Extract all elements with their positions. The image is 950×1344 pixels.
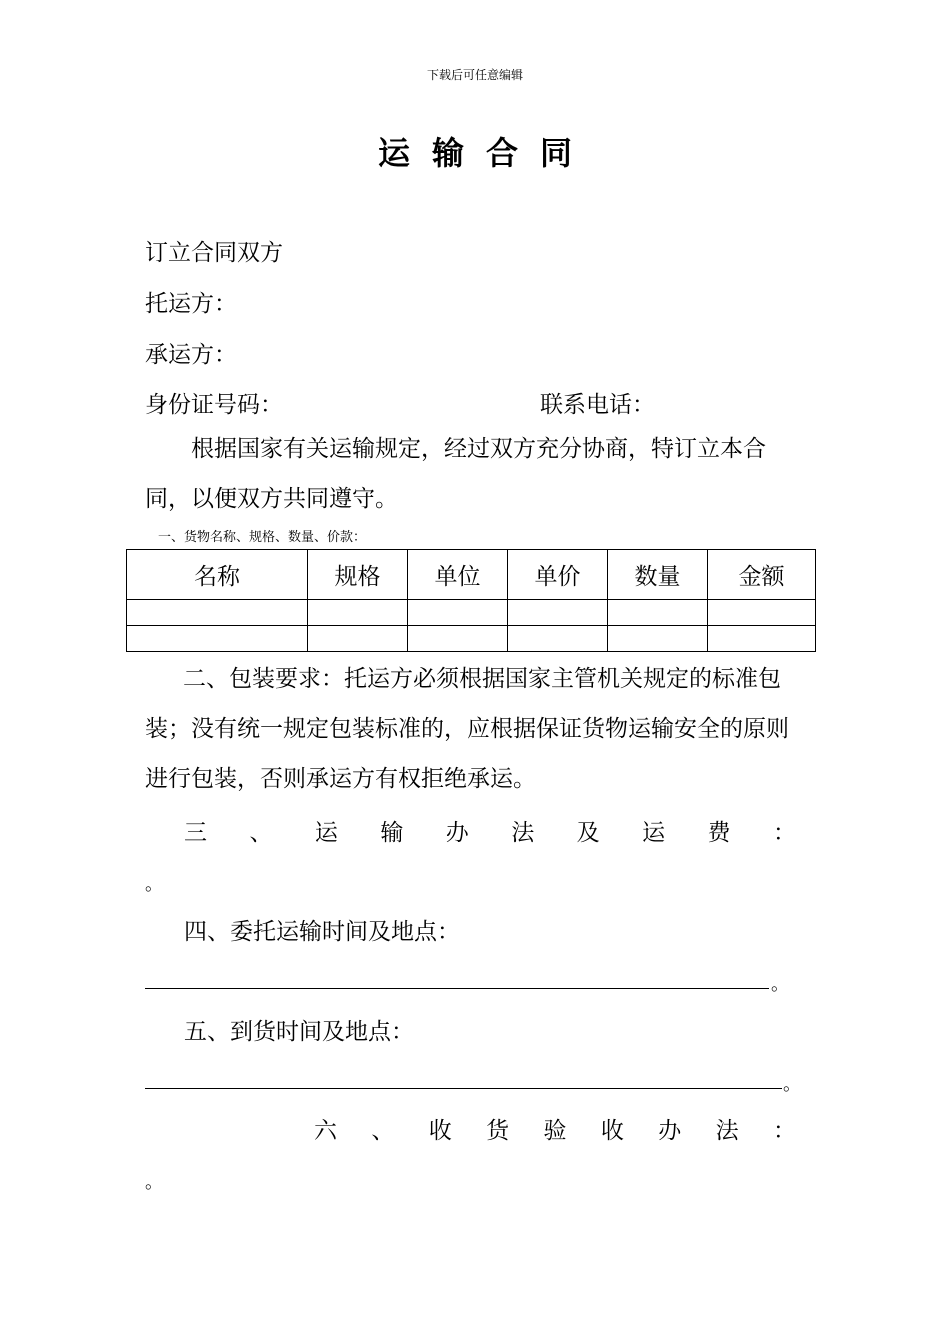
clause-token: 法 bbox=[715, 1118, 739, 1144]
clause-token: 办 bbox=[445, 820, 469, 846]
carrier-label: 承运方： bbox=[145, 342, 237, 368]
clause-token: 输 bbox=[380, 820, 404, 846]
clause-token: 费 bbox=[707, 820, 731, 846]
clause-token: 货 bbox=[486, 1118, 510, 1144]
table-caption: 一、货物名称、规格、数量、价款： bbox=[158, 530, 367, 545]
header-name: 名称 bbox=[127, 550, 308, 600]
header-note: 下载后可任意编辑 bbox=[426, 68, 523, 82]
header-unit: 单位 bbox=[408, 550, 508, 600]
clause-token: ： bbox=[772, 820, 796, 846]
table-cell[interactable] bbox=[127, 626, 308, 652]
table-cell[interactable] bbox=[508, 600, 608, 626]
clause-token: 及 bbox=[576, 820, 600, 846]
table-row bbox=[127, 600, 816, 626]
clause-token: 办 bbox=[658, 1118, 682, 1144]
id-number-label: 身份证号码： bbox=[145, 392, 283, 418]
clause-consign-time-place: 四、委托运输时间及地点： bbox=[184, 919, 460, 945]
table-cell[interactable] bbox=[308, 600, 408, 626]
header-amount: 金额 bbox=[708, 550, 816, 600]
clause-token: 六 bbox=[314, 1118, 337, 1144]
clause-consign-end: 。 bbox=[771, 974, 789, 995]
clause-acceptance-method bbox=[314, 1112, 796, 1145]
table-cell[interactable] bbox=[408, 626, 508, 652]
table-cell[interactable] bbox=[608, 600, 708, 626]
clause-arrival-end: 。 bbox=[783, 1074, 801, 1095]
table-cell[interactable] bbox=[127, 600, 308, 626]
clause-token: 法 bbox=[511, 820, 535, 846]
clause-arrival-time-place: 五、到货时间及地点： bbox=[184, 1019, 414, 1045]
clause-acceptance-end: 。 bbox=[145, 1172, 163, 1193]
header-spec: 规格 bbox=[308, 550, 408, 600]
table-row bbox=[127, 626, 816, 652]
phone-label: 联系电话： bbox=[540, 392, 655, 418]
header-unit-price: 单价 bbox=[508, 550, 608, 600]
clause-consign-blank-line[interactable] bbox=[145, 988, 769, 989]
intro-paragraph: 根据国家有关运输规定，经过双方充分协商，特订立本合同，以便双方共同遵守。 bbox=[145, 436, 766, 512]
clause-token: 运 bbox=[314, 820, 338, 846]
clause-token: 收 bbox=[428, 1118, 452, 1144]
clause-arrival-blank-line[interactable] bbox=[145, 1088, 782, 1089]
shipper-label: 托运方： bbox=[145, 291, 237, 317]
table-cell[interactable] bbox=[708, 626, 816, 652]
clause-token: 验 bbox=[543, 1118, 567, 1144]
parties-heading: 订立合同双方 bbox=[145, 240, 283, 266]
clause-token: 运 bbox=[642, 820, 666, 846]
table-cell[interactable] bbox=[608, 626, 708, 652]
table-cell[interactable] bbox=[308, 626, 408, 652]
clause-token: ： bbox=[773, 1118, 796, 1144]
table-cell[interactable] bbox=[708, 600, 816, 626]
document-title: 运输合同 bbox=[377, 134, 594, 172]
table-header-row bbox=[127, 550, 816, 600]
header-quantity: 数量 bbox=[608, 550, 708, 600]
clause-token: 、 bbox=[249, 820, 273, 846]
clause-token: 三 bbox=[184, 820, 207, 846]
clause-packaging: 二、包装要求：托运方必须根据国家主管机关规定的标准包装；没有统一规定包装标准的，应根据保证货物运输安全的原则进行包装，否则承运方有权拒绝承运。 bbox=[145, 666, 789, 792]
clause-token: 、 bbox=[371, 1118, 395, 1144]
table-cell[interactable] bbox=[408, 600, 508, 626]
clause-token: 收 bbox=[600, 1118, 624, 1144]
clause-transport-method-end: 。 bbox=[145, 874, 163, 895]
goods-table bbox=[126, 549, 816, 652]
clause-transport-method bbox=[184, 814, 796, 847]
table-cell[interactable] bbox=[508, 626, 608, 652]
